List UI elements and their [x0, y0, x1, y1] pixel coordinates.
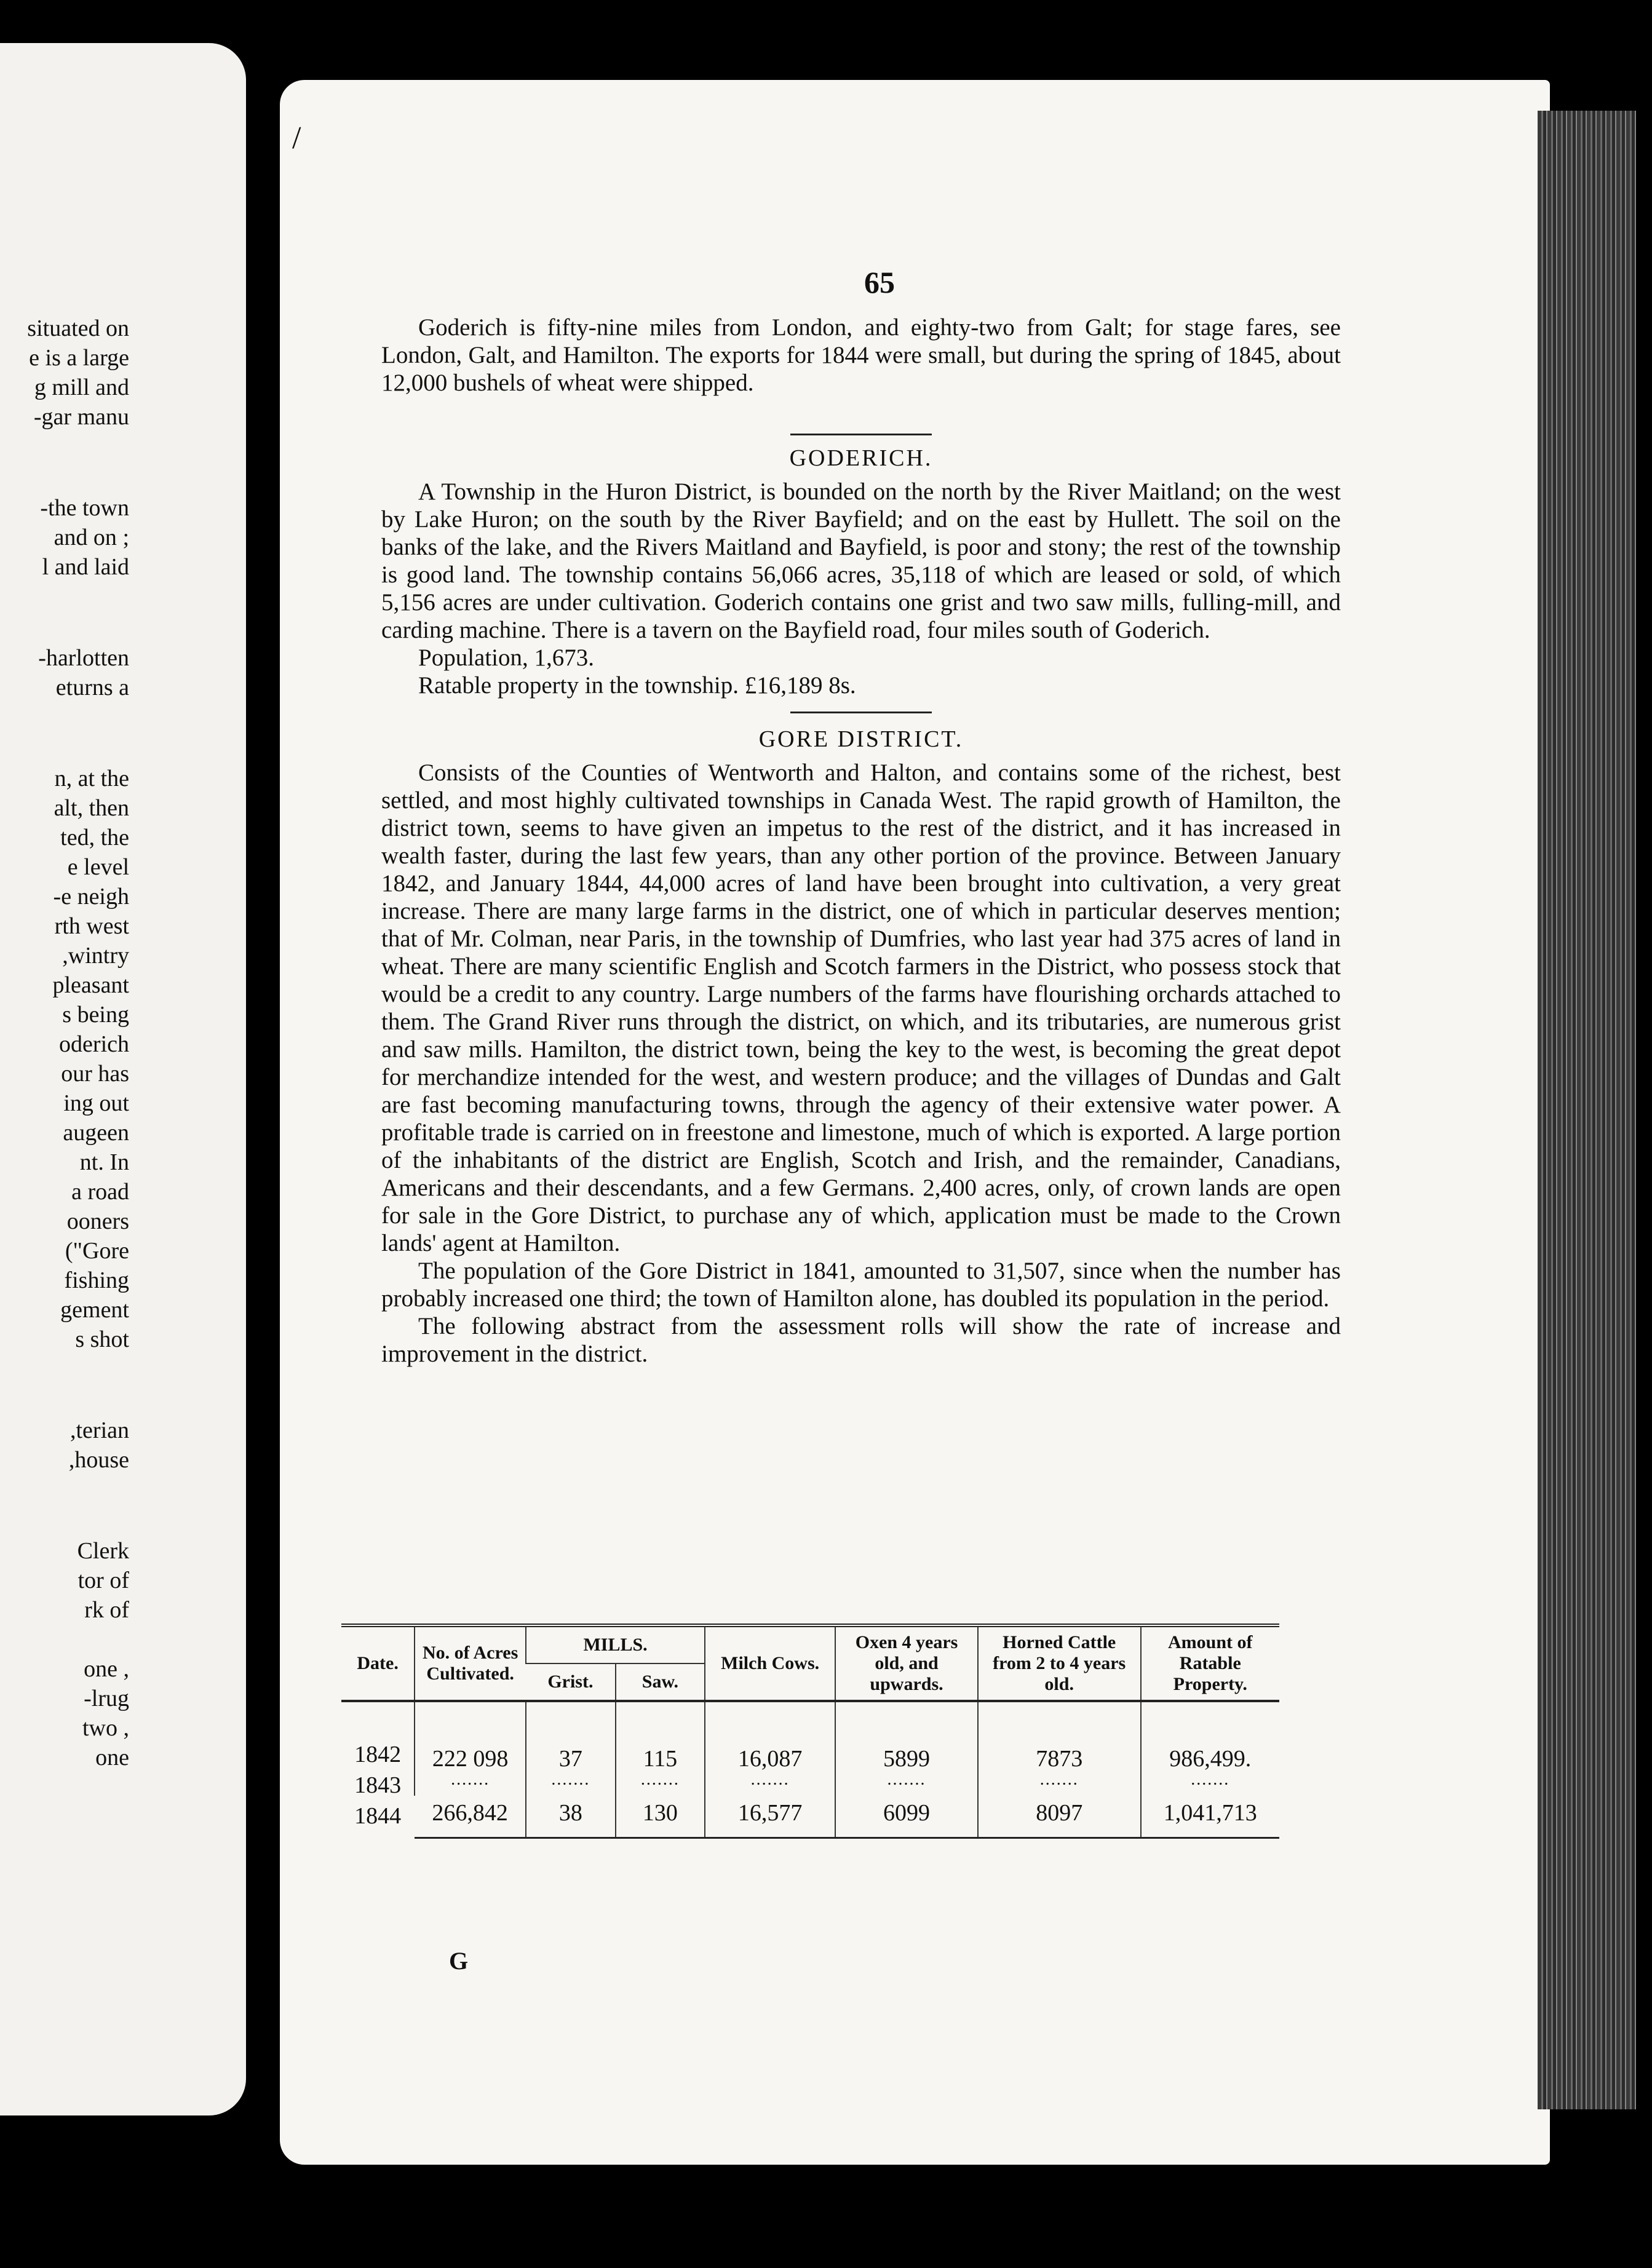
header-oxen: Oxen 4 years old, and upwards. — [835, 1625, 978, 1701]
page-edges — [1538, 111, 1636, 2109]
facing-page-line: wintry, — [62, 943, 129, 969]
date-1842: 1842 — [354, 1742, 402, 1767]
property-cell — [1141, 1701, 1279, 1796]
assessment-table — [341, 1624, 1279, 1839]
facing-page-line: l and laid — [42, 554, 129, 580]
facing-page-line: e level — [67, 854, 129, 880]
facing-page-block — [0, 764, 129, 1354]
dot-leader: ....... — [640, 1770, 680, 1790]
goderich-ratable-property: Ratable property in the township. £16,189 8s. — [418, 672, 856, 699]
facing-page-line: , two — [82, 1715, 129, 1741]
facing-page-line: tor of — [77, 1568, 129, 1593]
dot-leader: ....... — [1039, 1770, 1079, 1790]
date-1843: 1843 — [354, 1772, 402, 1798]
cattle-cell: 8097 — [978, 1796, 1141, 1838]
cattle-cell — [978, 1701, 1141, 1796]
header-horned-cattle: Horned Cattle from 2 to 4 years old. — [978, 1625, 1141, 1701]
header-mills: MILLS. — [526, 1625, 705, 1663]
header-grist: Grist. — [526, 1663, 616, 1701]
facing-page-block — [0, 1536, 129, 1772]
cattle-value: 7873 — [1036, 1746, 1083, 1772]
facing-page-line: e neigh- — [53, 884, 129, 910]
goderich-paragraph: A Township in the Huron District, is bounded on the north by the River Maitland; on the west by Lake Huron; on the south by the River Bayfield; and on the east by Hullett. The soil on the banks of the lake, and the Rivers Maitland and Bayfield, is poor and stony; the rest of the township is good land. The township contains 56,066 acres, 35,118 of which are leased or sold, of which 5,156 acres are under cultivation. Goderich contains one grist and two saw mills, fulling-mill, and carding machine. There is a tavern on the Bayfield road, four miles south of Goderich. — [381, 478, 1341, 643]
oxen-cell — [835, 1701, 978, 1796]
facing-page-block — [0, 314, 129, 432]
grist-cell: 38 — [526, 1796, 616, 1838]
dot-leader: ....... — [1191, 1770, 1230, 1790]
facing-page-line: Gore") — [65, 1238, 129, 1264]
gore-district-paragraph: Consists of the Counties of Wentworth and Halton, and contains some of the richest, best settled, and most highly cultivated townships in Canada West. The rapid growth of Hamilton, the district town, seems to have given an impetus to the rest of the district, and it has increased in wealth faster, during the last few years, than any other portion of the province. Between January 1842, and January 1844, 44,000 acres of land have been brought into cultivation, a very great increase. There are many large farms in the district, one of which in particular deserves mention; that of Mr. Colman, near Paris, in the township of Dumfries, who last year had 375 acres of land in wheat. There are many scientific English and Scotch farmers in the District, who possess stock that would be a credit to any country. Large numbers of the farms have flourishing orchards attached to them. The Grand River runs through the district, on which, and its tributaries, are numerous grist and saw mills. Hamilton, the district town, being the key to the west, is becoming the great depot for merchandize intended for the west, and western produce; and the villages of Dundas and Galt are fast becoming manufacturing towns, through the agency of their extensive water power. A profitable trade is carried on in freestone and limestone, much of which is exported. A large portion of the inhabitants of the district are English, Scotch and Irish, and the remainder, Canadians, Americans and their descendants, and a few Germans. 2,400 acres, only, of crown lands are open for sale in the Gore District, to purchase any of which, application must be made to the Crown lands' agent at Hamilton. — [381, 759, 1341, 1256]
oxen-cell: 6099 — [835, 1796, 978, 1838]
saw-cell: 130 — [616, 1796, 705, 1838]
cows-cell: 16,577 — [705, 1796, 835, 1838]
facing-page-line — [0, 1625, 129, 1654]
facing-page-line: n, at the — [54, 766, 129, 791]
date-1844: 1844 — [354, 1803, 402, 1829]
facing-page-line: pleasant — [52, 972, 129, 998]
dot-leader: ....... — [887, 1770, 926, 1790]
facing-page-line: eturns a — [55, 675, 129, 700]
facing-page-line: ; and on — [54, 525, 129, 550]
intro-paragraph: Goderich is fifty-nine miles from London, and eighty-two from Galt; for stage fares, see London, Galt, and Hamilton. The exports for 1844 were small, but during the spring of 1845, about 12,000 bushels of wheat were shipped. — [381, 314, 1341, 396]
table-row — [341, 1796, 1279, 1838]
facing-page-line: gar manu- — [33, 404, 129, 430]
gore-population-paragraph: The population of the Gore District in 1841, amounted to 31,507, since when the number has probably increased one third; the town of Hamilton alone, has doubled its population in the period. — [381, 1258, 1341, 1312]
table-row — [341, 1701, 1279, 1796]
facing-page-block — [0, 643, 129, 702]
facing-page-line: one — [95, 1745, 129, 1770]
property-value: 986,499. — [1169, 1746, 1252, 1772]
page-number: 65 — [864, 265, 895, 299]
facing-page-line: ooners — [66, 1208, 129, 1234]
facing-page-line: oderich — [59, 1031, 129, 1057]
facing-page-line: fishing — [64, 1267, 129, 1293]
facing-page — [0, 43, 246, 2115]
date-cell — [341, 1701, 415, 1838]
facing-page-line: our has — [61, 1061, 129, 1087]
facing-page-line: harlotten- — [38, 645, 129, 671]
header-saw: Saw. — [616, 1663, 705, 1701]
facing-page-block — [0, 1416, 129, 1475]
facing-page-line: e is a large — [29, 345, 129, 371]
dot-leader: ....... — [551, 1770, 590, 1790]
cows-cell — [705, 1701, 835, 1796]
section-rule — [790, 434, 932, 435]
facing-page-line: g mill and — [34, 375, 129, 400]
grist-value: 37 — [558, 1746, 582, 1772]
facing-page-line: situated on — [27, 315, 129, 341]
goderich-population: Population, 1,673. — [418, 644, 595, 671]
facing-page-line: terian, — [69, 1418, 129, 1443]
saw-value: 115 — [643, 1746, 678, 1772]
facing-page-line: a road — [71, 1179, 129, 1205]
acres-cell — [415, 1701, 526, 1796]
pencil-mark: / — [292, 121, 301, 156]
abstract-intro-paragraph: The following abstract from the assessment rolls will show the rate of increase and improvement in the district. — [381, 1313, 1341, 1367]
facing-page-line: Clerk — [77, 1538, 129, 1564]
facing-page-line: rk of — [84, 1597, 129, 1623]
facing-page-line: the town- — [40, 495, 129, 521]
dot-leader: ....... — [750, 1770, 790, 1790]
facing-page-line: ing out — [63, 1090, 129, 1116]
facing-page-line: alt, then — [54, 795, 129, 821]
section-rule — [790, 712, 932, 713]
header-ratable-property: Amount of Ratable Property. — [1141, 1625, 1279, 1701]
property-cell: 1,041,713 — [1141, 1796, 1279, 1838]
signature-mark: G — [449, 1947, 469, 1975]
facing-page-block — [0, 493, 129, 582]
facing-page-line: gement — [60, 1297, 129, 1323]
facing-page-line: s being — [62, 1002, 129, 1028]
header-milch-cows: Milch Cows. — [705, 1625, 835, 1701]
grist-cell — [526, 1701, 616, 1796]
text-column — [381, 314, 1341, 1368]
header-acres: No. of Acres Cultivated. — [415, 1625, 526, 1701]
dot-leader: ....... — [451, 1770, 490, 1790]
facing-page-line: house, — [68, 1447, 129, 1473]
saw-cell — [616, 1701, 705, 1796]
facing-page-line: lrug- — [84, 1686, 129, 1711]
acres-value: 222 098 — [432, 1746, 509, 1772]
facing-page-line: augeen — [63, 1120, 129, 1146]
facing-page-line: rth west — [54, 913, 129, 939]
gore-district-heading: GORE DISTRICT. — [758, 726, 964, 752]
cows-value: 16,087 — [737, 1746, 803, 1772]
acres-cell: 266,842 — [415, 1796, 526, 1838]
facing-page-line: s shot — [75, 1326, 129, 1352]
header-date: Date. — [341, 1625, 415, 1701]
facing-page-line: nt. In — [79, 1149, 129, 1175]
oxen-value: 5899 — [883, 1746, 931, 1772]
goderich-heading: GODERICH. — [789, 445, 933, 471]
facing-page-line: ted, the — [60, 825, 129, 850]
facing-page-text — [0, 314, 129, 1834]
facing-page-line: , one — [84, 1656, 129, 1682]
